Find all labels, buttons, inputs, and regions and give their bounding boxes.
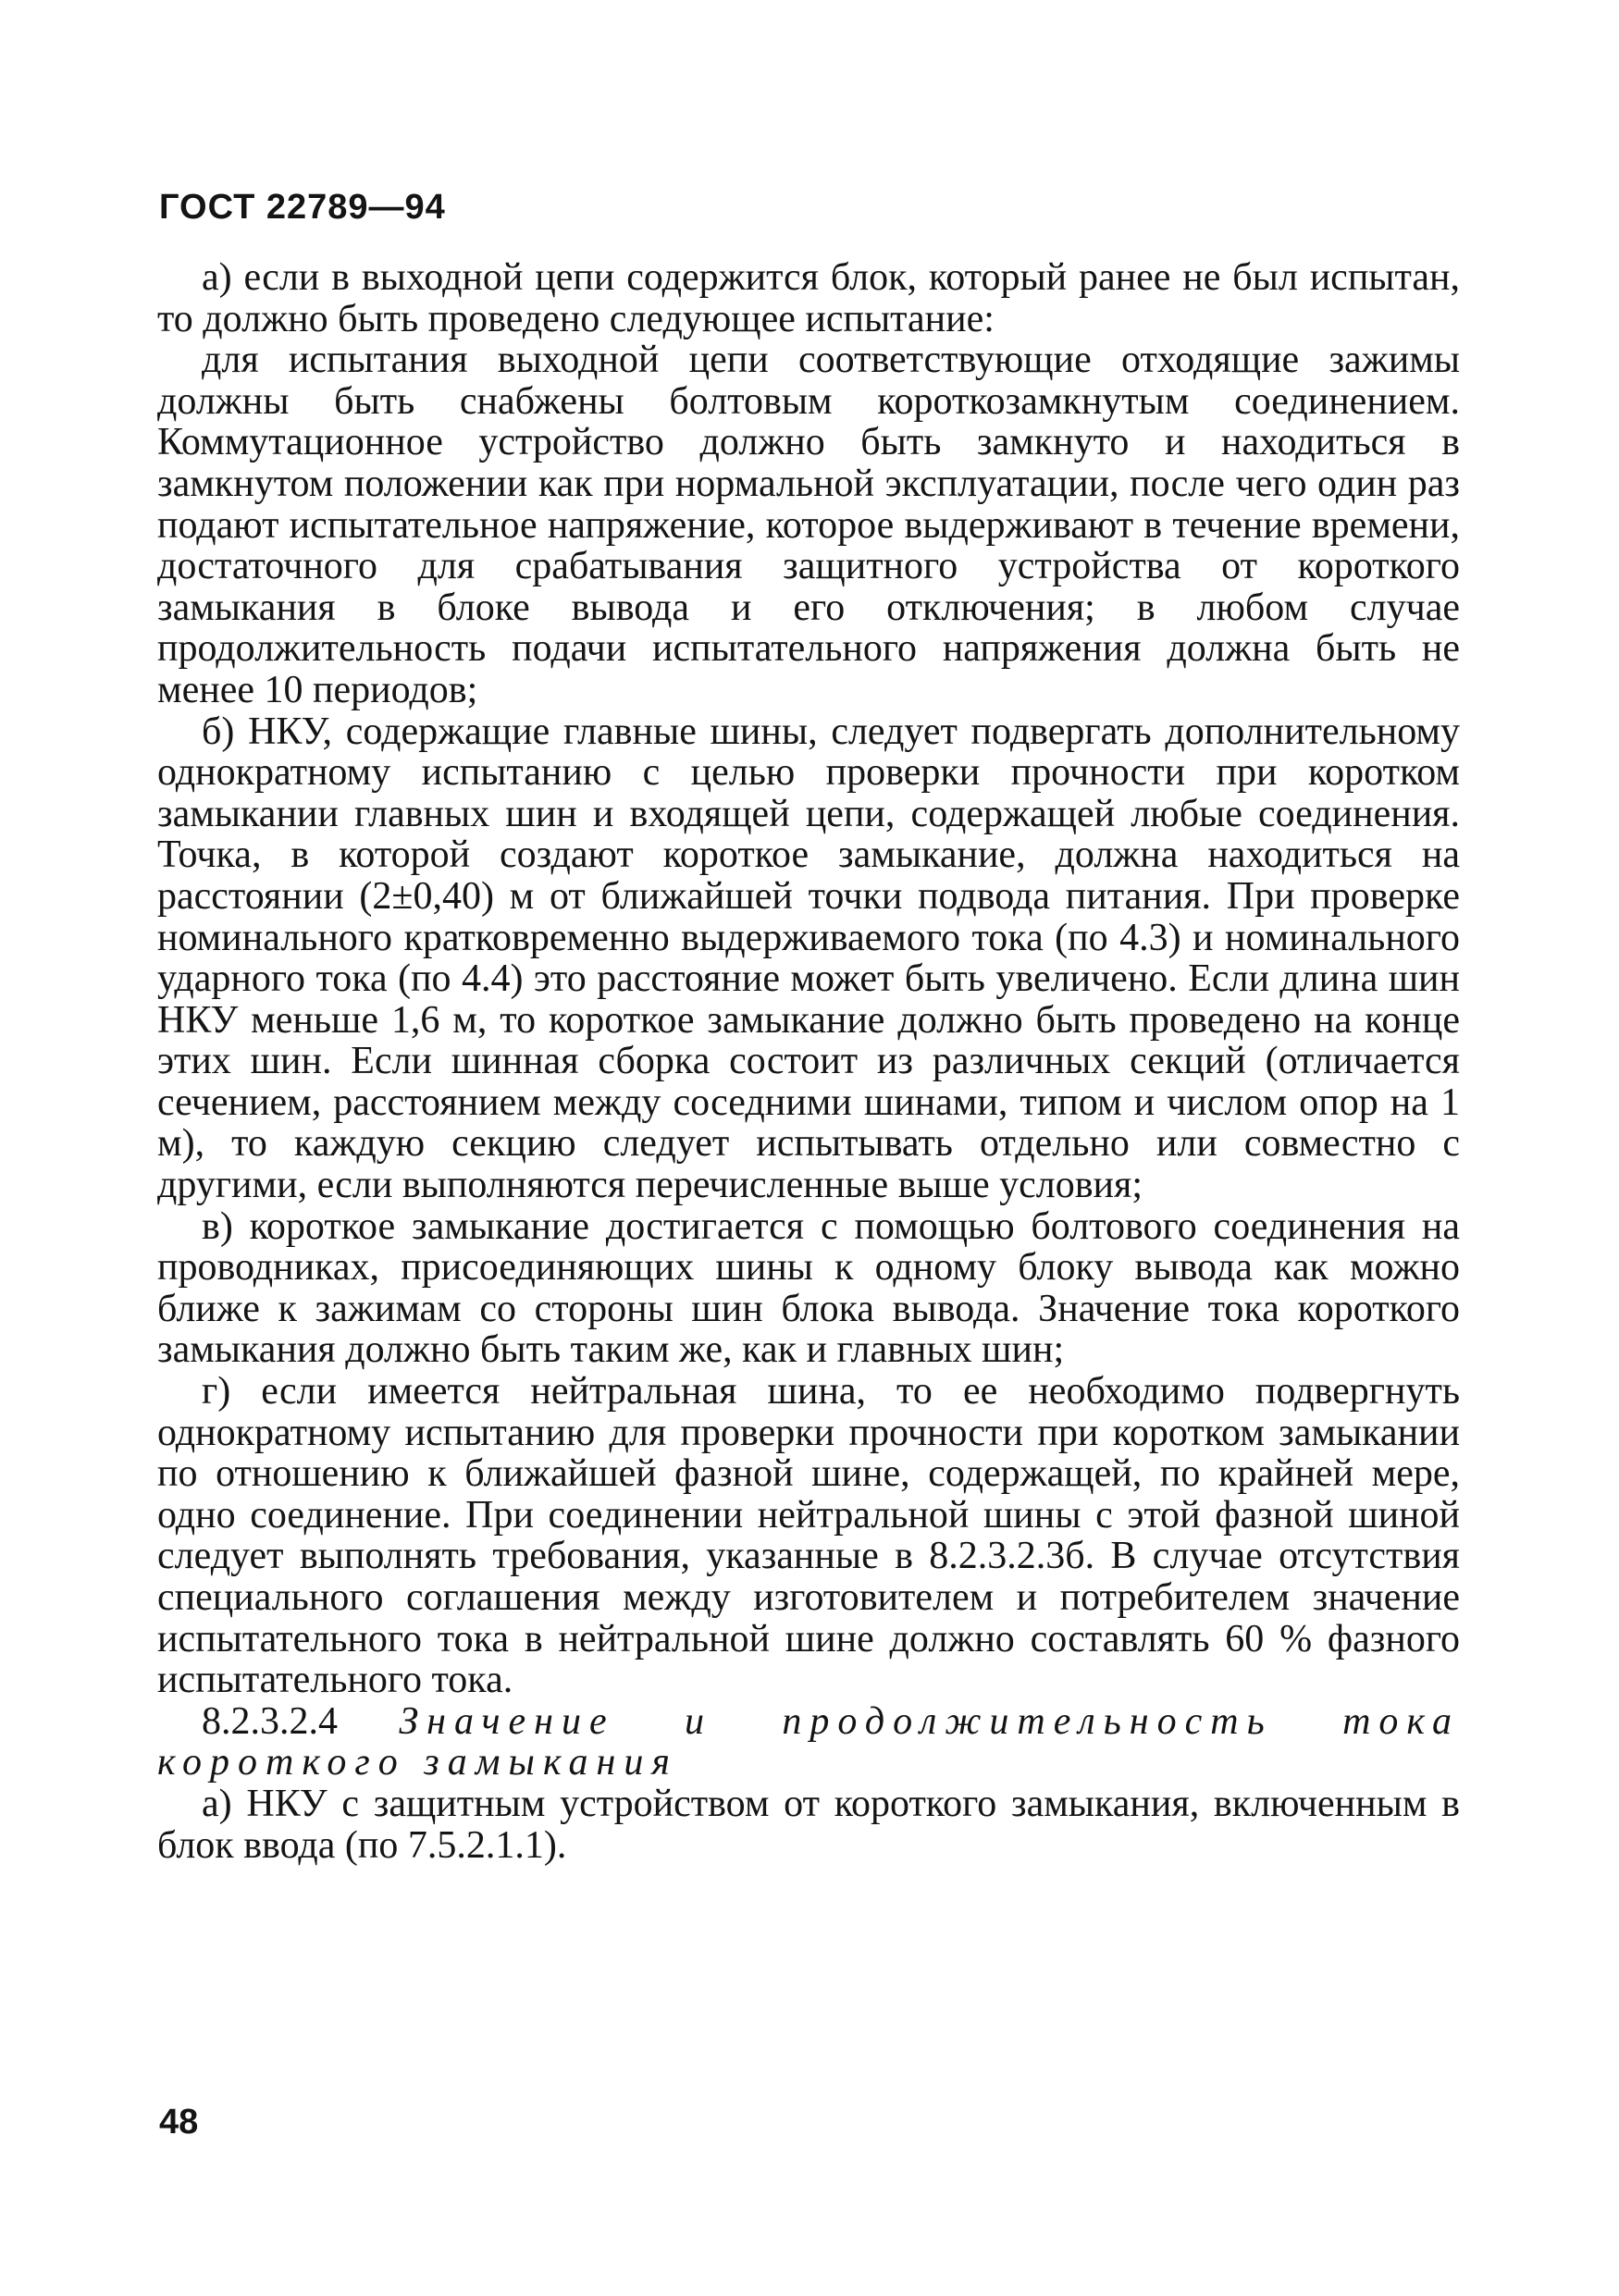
standard-header: ГОСТ 22789—94 [159, 188, 446, 227]
page-number: 48 [159, 2103, 199, 2142]
paragraph-g-neutral-busbar: г) если имеется нейтральная шина, то ее необходимо подвергнуть однократному испытанию для проверки прочности при коротком замыкании по отношению к ближайшей фазной шине, содержащей, по крайней мере, одно соединение. При соединении нейтральной шины с этой фазной шиной следует выполнять требования, указанные в 8.2.3.2.3б. В случае отсутствия специального соглашения между изготовителем и потребителем значение испытательного тока в нейтральной шине должно составлять 60 % фазного испытательного тока. [157, 1370, 1460, 1702]
paragraph-b-main-busbars: б) НКУ, содержащие главные шины, следует подвергать дополнительному однократному испытанию с целью проверки прочности при коротком замыкании главных шин и входящей цепи, содержащей любые соединения. Точка, в которой создают короткое замыкание, должна находиться на расстоянии (2±0,40) м от ближайшей точки подвода питания. При проверке номинального кратковременно выдерживаемого тока (по 4.3) и номинального ударного тока (по 4.4) это расстояние может быть увеличено. Если длина шин НКУ меньше 1,6 м, то короткое замыкание должно быть проведено на конце этих шин. Если шинная сборка состоит из различных секций (отличается сечением, расстоянием между соседними шинами, типом и числом опор на 1 м), то каждую секцию следует испытывать отдельно или совместно с другими, если выполняются перечисленные выше условия; [157, 710, 1460, 1207]
section-number: 8.2.3.2.4 [202, 1699, 338, 1743]
body-text [157, 257, 1460, 1866]
paragraph-v-bolted-connection: в) короткое замыкание достигается с помощью болтового соединения на проводниках, присоединяющих шины к одному блоку вывода как можно ближе к зажимам со стороны шин блока вывода. Значение тока короткого замыкания должно быть таким же, как и главных шин; [157, 1204, 1460, 1372]
section-heading [157, 1701, 1460, 1784]
paragraph-test-procedure: для испытания выходной цепи соответствующие отходящие зажимы должны быть снабжены болтовым короткозамкнутым соединением. Коммутационное устройство должно быть замкнуто и находиться в замкнутом положении как при нормальной эксплуатации, после чего один раз подают испытательное напряжение, которое выдерживают в течение времени, достаточного для срабатывания защитного устройства от короткого замыкания в блоке вывода и его отключения; в любом случае продолжительность подачи испытательного напряжения должна быть не менее 10 периодов; [157, 339, 1460, 711]
section-title: Значение и продолжительность тока короткого замыкания [157, 1699, 1461, 1784]
paragraph-a-protective-device: а) НКУ с защитным устройством от короткого замыкания, включенным в блок ввода (по 7.5.2.1.1). [157, 1782, 1460, 1867]
paragraph-a-intro: а) если в выходной цепи содержится блок, который ранее не был испытан, то должно быть проведено следующее испытание: [157, 256, 1460, 340]
